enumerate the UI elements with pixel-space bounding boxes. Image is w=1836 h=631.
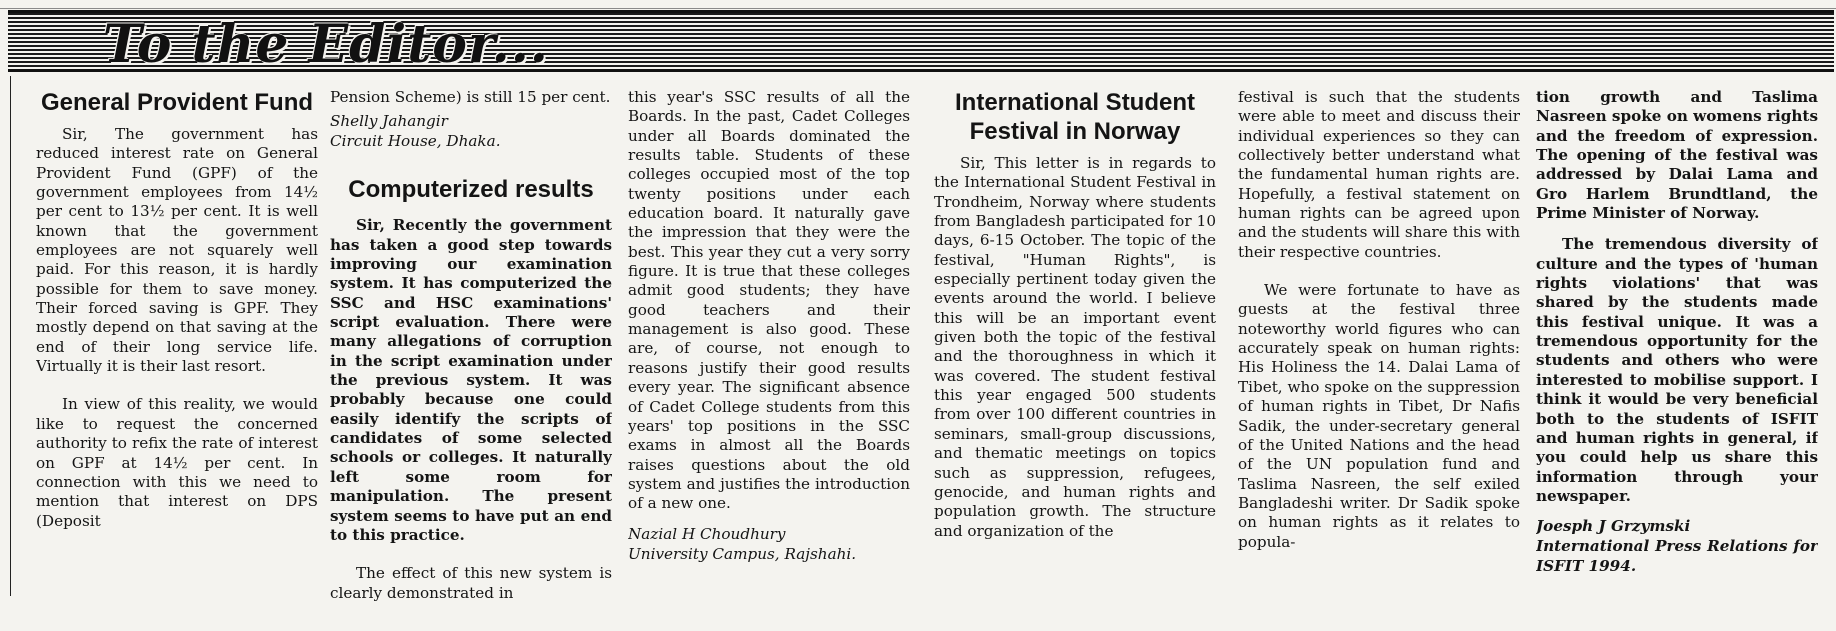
letter-continuation: tion growth and Taslima Nasreen spoke on womens rights and the freedom of expression. The opening of the festival was addressed by Dalai Lama and Gro Harlem Brundtland, the Prime Minister of Norway. [1536,88,1818,223]
column-1 [36,88,318,603]
column-6 [1536,88,1818,603]
headline-computerized-results: Computerized results [348,176,594,204]
headline-general-provident-fund: General Provident Fund [40,89,314,116]
letter-paragraph: Sir, This letter is in regards to the International Student Festival in Trondheim, Norway where students from Bangladesh participated for 10 days, 6-15 October. The topic of the festival, "Human Rights", is especially pertinent today given the events around the world. I believe this will be an important event given both the topic of the festival and the thoroughness in which it was covered. The student festival this year engaged 500 students from over 100 different countries in seminars, small-group discussions, and thematic meetings on topics such as suppression, refugees, genocide, and human rights and population growth. The structure and organization of the [934,154,1216,540]
column-2 [330,88,612,603]
letter-paragraph: The effect of this new system is clearly demonstrated in [330,564,612,602]
letter-paragraph: In view of this reality, we would like to request the concerned authority to refix the rate of interest on GPF at 14½ per cent. In connection with this we need to mention that interest on DPS (Deposit [36,395,318,530]
letter-paragraph: The tremendous diversity of culture and the types of 'human rights violations' that was shared by the students made this festival unique. It was a tremendous opportunity for the students and others who were interested to mobilise support. I think it would be very beneficial both to the students of ISFIT and human rights in general, if you could help us share this information through your newspaper. [1536,235,1818,505]
signature-org: International Press Relations for ISFIT 1994. [1536,537,1818,576]
signature-name: Shelly Jahangir [330,112,448,131]
letter-continuation: this year's SSC results of all the Boards. In the past, Cadet Colleges under all Boards dominated the results table. Students of these colleges occupied most of the top twenty positions under each education board. It naturally gave the impression that they were the best. This year they cut a very sorry figure. It is true that these colleges admit good students; they have good teachers and their management is also good. These are, of course, not enough to reasons justify their good results every year. The significant absence of Cadet College students from this years' top positions in the SSC exams in almost all the Boards raises questions about the old system and justifies the introduction of a new one. [628,88,910,513]
signature-name: Joesph J Grzymski [1536,517,1691,536]
column-4 [934,88,1216,603]
signature-place: Circuit House, Dhaka. [330,132,501,151]
masthead-banner [8,10,1834,72]
signature-block [1536,516,1818,576]
column-3 [628,88,910,603]
column-5 [1238,88,1520,603]
left-margin-rule [0,76,11,596]
masthead-title: To the Editor... [103,14,549,72]
top-border [0,0,1836,9]
signature-place: University Campus, Rajshahi. [628,544,857,563]
letter-paragraph: Sir, The government has reduced interest rate on General Provident Fund (GPF) of the government employees from 14½ per cent to 13½ per cent. It is well known that the government employees are not squarely well paid. For this reason, it is hardly possible for them to save money. Their forced saving is GPF. They mostly depend on that saving at the end of their long service life. Virtually it is their last resort. [36,125,318,376]
signature-block [330,111,612,151]
signature-block [628,524,910,564]
signature-name: Nazial H Choudhury [628,524,786,543]
letter-paragraph: We were fortunate to have as guests at the festival three noteworthy world figures who can accurately speak on human rights: His Holiness the 14. Dalai Lama of Tibet, who spoke on the suppression of human rights in Tibet, Dr Nafis Sadik, the under-secretary general of the United Nations and the head of the UN population fund and Taslima Nasreen, the self exiled Bangladeshi writer. Dr Sadik spoke on human rights as it relates to popula- [1238,281,1520,551]
headline-international-student-festival: International Student Festival in Norway [955,89,1195,145]
letter-continuation: festival is such that the students were able to meet and discuss their individual experiences so they can collectively better understand what the fundamental human rights are. Hopefully, a festival statement on human rights can be agreed upon and the students will share this with their respective countries. [1238,88,1520,261]
letter-paragraph: Sir, Recently the government has taken a good step towards improving our examination system. It has computerized the SSC and HSC examinations' script evaluation. There were many allegations of corruption in the script examination under the previous system. It was probably because one could easily identify the scripts of candidates of some selected schools or colleges. It naturally left some room for manipulation. The present system seems to have put an end to this practice. [330,216,612,544]
letter-continuation: Pension Scheme) is still 15 per cent. [330,88,611,106]
